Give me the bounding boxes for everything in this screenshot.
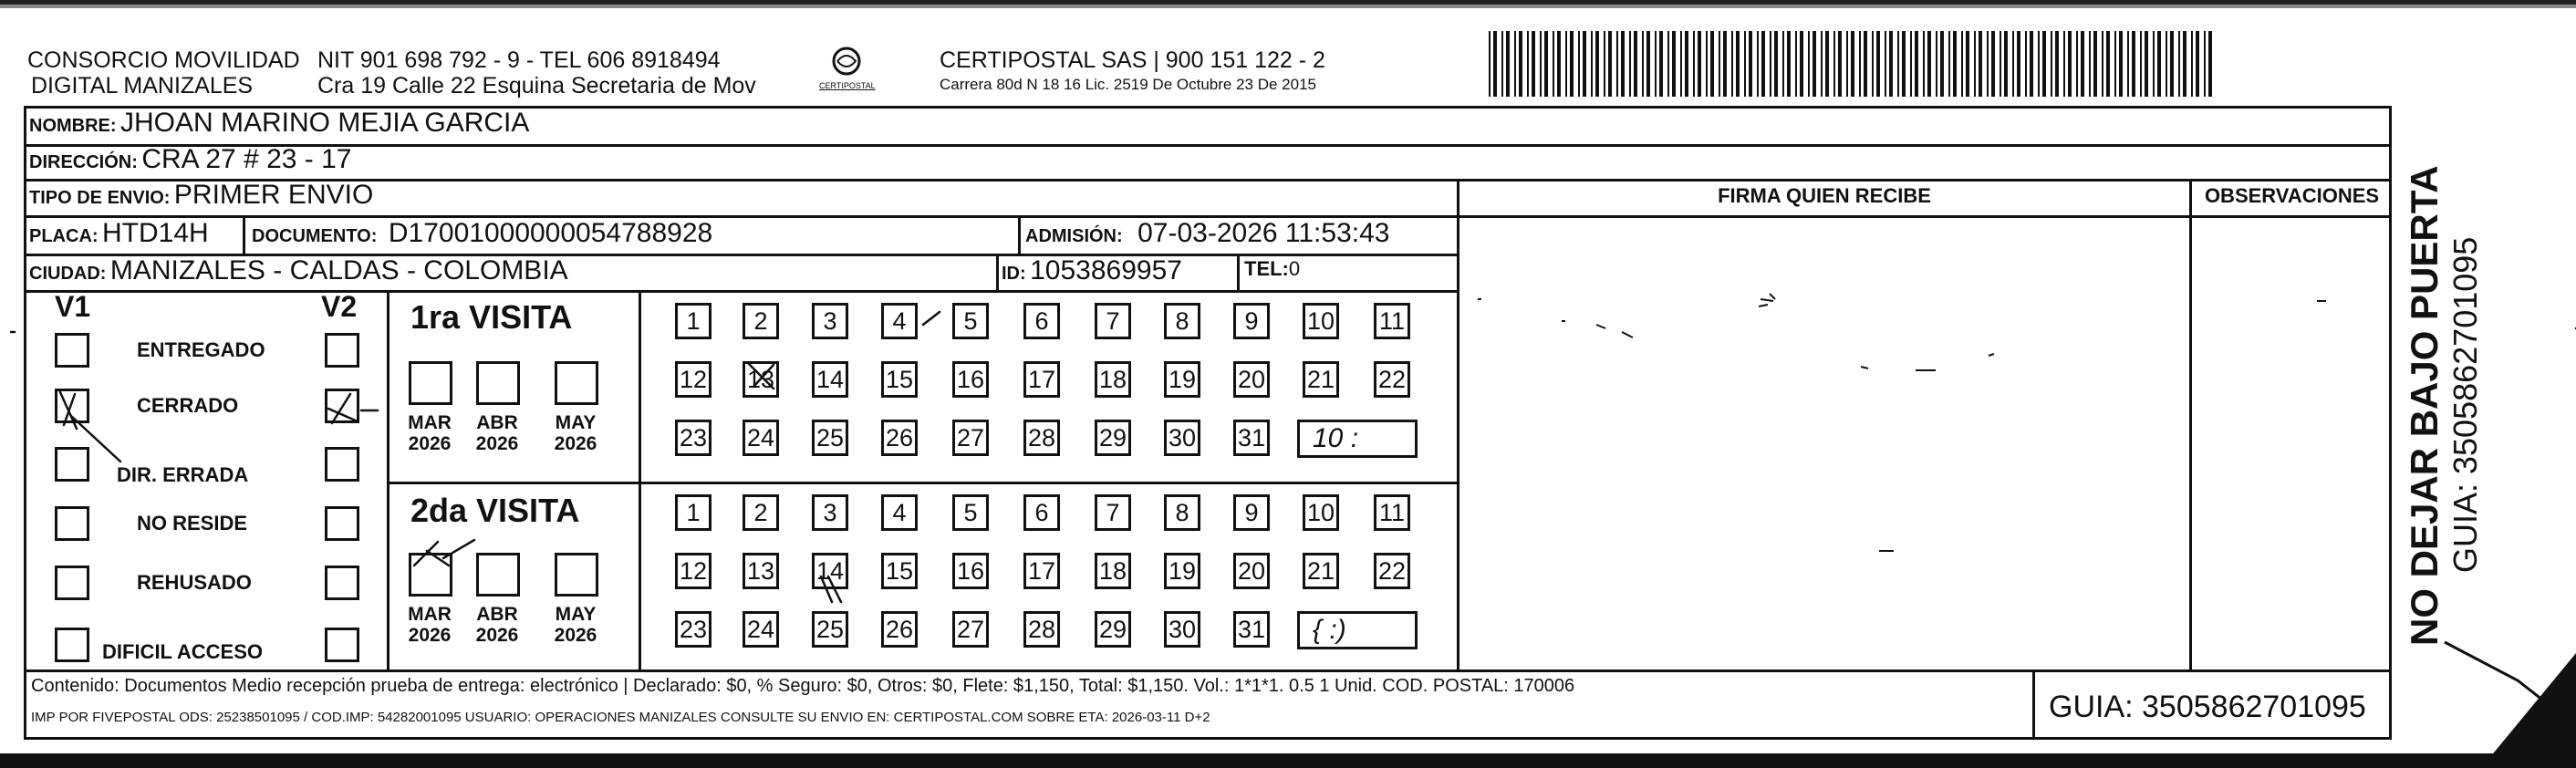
nit-line: NIT 901 698 792 - 9 - TEL 606 8918494 [317, 47, 721, 73]
stray-mark [923, 312, 940, 325]
day-box[interactable]: 16 [952, 553, 989, 589]
day-box[interactable]: 3 [812, 494, 848, 531]
company-line-2: DIGITAL MANIZALES [31, 73, 254, 99]
admision-value: 07-03-2026 11:53:43 [1137, 218, 1390, 248]
day-box[interactable]: 31 [1233, 611, 1270, 648]
v1-header: V1 [55, 290, 91, 323]
footer-guia: GUIA: 3505862701095 [2049, 690, 2366, 724]
day-box[interactable]: 13 [743, 361, 779, 398]
day-box[interactable]: 18 [1095, 361, 1131, 398]
day-box[interactable]: 7 [1095, 303, 1131, 339]
month-name: ABR [476, 604, 518, 625]
day-box[interactable]: 25 [812, 420, 848, 456]
corner-fold [2426, 617, 2576, 768]
no-dejar-bajo-puerta: NO DEJAR BAJO PUERTA [2403, 165, 2446, 646]
status-label: CERRADO [137, 394, 239, 417]
direccion-label: DIRECCIÓN: [29, 152, 138, 172]
day-box[interactable]: 30 [1164, 420, 1200, 456]
visit-1-title: 1ra VISITA [410, 298, 573, 336]
day-box[interactable]: 15 [881, 361, 918, 398]
day-14-mark [821, 576, 841, 602]
day-box[interactable]: 8 [1164, 303, 1200, 339]
month-name: MAR [408, 412, 452, 433]
month-name: MAY [555, 604, 597, 625]
day-box[interactable]: 29 [1095, 611, 1131, 648]
bottom-edge-band [0, 753, 2576, 768]
v2-header: V2 [321, 290, 358, 323]
license-line: Carrera 80d N 18 16 Lic. 2519 De Octubre 23 De 2015 [940, 76, 1316, 93]
month-name: ABR [476, 412, 518, 433]
month-year: 2026 [554, 625, 597, 646]
day-box[interactable]: 23 [675, 420, 712, 456]
day-box[interactable]: 22 [1374, 553, 1410, 589]
day-box[interactable]: 12 [675, 553, 712, 589]
day-box[interactable]: 7 [1095, 494, 1131, 531]
direccion-value: CRA 27 # 23 - 17 [141, 144, 352, 174]
day-box[interactable]: 6 [1023, 303, 1060, 339]
admision-label: ADMISIÓN: [1025, 226, 1123, 246]
day-box[interactable]: 23 [675, 611, 712, 648]
ciudad-value: MANIZALES - CALDAS - COLOMBIA [109, 255, 568, 285]
nombre-label: NOMBRE: [29, 116, 117, 136]
month-name: MAR [408, 604, 452, 625]
day-box[interactable]: 16 [952, 361, 989, 398]
day-box[interactable]: 9 [1233, 303, 1270, 339]
day-box[interactable]: 28 [1023, 420, 1060, 456]
documento-value: D17001000000054788928 [388, 218, 713, 248]
day-box[interactable]: 20 [1233, 553, 1270, 589]
day-box[interactable]: 5 [952, 494, 989, 531]
day-box[interactable]: 30 [1164, 611, 1200, 648]
day-box[interactable]: 27 [952, 420, 989, 456]
day-box[interactable]: 19 [1164, 361, 1200, 398]
day-box[interactable]: 14 [812, 553, 848, 589]
day-box[interactable]: 18 [1095, 553, 1131, 589]
placa-label: PLACA: [29, 226, 99, 246]
courier-line: CERTIPOSTAL SAS | 900 151 122 - 2 [940, 47, 1325, 73]
side-guia: GUIA: 3505862701095 [2446, 236, 2484, 573]
id-value: 1053869957 [1030, 255, 1182, 285]
day-box[interactable]: 5 [952, 303, 989, 339]
ciudad-label: CIUDAD: [29, 264, 107, 284]
month-year: 2026 [554, 433, 597, 454]
month-name: MAY [555, 412, 597, 433]
day-box[interactable]: 9 [1233, 494, 1270, 531]
day-box[interactable]: 29 [1095, 420, 1131, 456]
day-box[interactable]: 21 [1303, 553, 1339, 589]
company-line-1: CONSORCIO MOVILIDAD [27, 47, 300, 73]
day-box[interactable]: 4 [881, 494, 918, 531]
day-box[interactable]: 4 [881, 303, 918, 339]
day-box[interactable]: 25 [812, 611, 848, 648]
nombre-value: JHOAN MARINO MEJIA GARCIA [120, 108, 530, 138]
status-label: DIFICIL ACCESO [102, 640, 264, 663]
day-box[interactable]: 21 [1303, 361, 1339, 398]
day-box[interactable]: 28 [1023, 611, 1060, 648]
cerrado-v1-mark [60, 392, 120, 462]
tel-value: 0 [1288, 257, 1301, 280]
status-label: NO RESIDE [137, 512, 248, 534]
day-box[interactable]: 17 [1023, 361, 1060, 398]
firma-header: FIRMA QUIEN RECIBE [1718, 184, 1931, 207]
day-box[interactable]: 3 [812, 303, 848, 339]
footer-guia-divider [2032, 669, 2035, 740]
address-line: Cra 19 Calle 22 Esquina Secretaria de Mov [317, 73, 756, 99]
documento-label: DOCUMENTO: [252, 226, 378, 246]
status-label: REHUSADO [137, 571, 252, 594]
month-year: 2026 [475, 433, 519, 454]
observaciones-header: OBSERVACIONES [2204, 184, 2380, 207]
visit-2-title: 2da VISITA [410, 492, 580, 529]
time-box[interactable]: 10 : [1297, 420, 1418, 458]
status-label: DIR. ERRADA [117, 463, 249, 486]
placa-value: HTD14H [102, 218, 209, 248]
day-box[interactable]: 24 [743, 611, 779, 648]
day-box[interactable]: 11 [1374, 494, 1410, 531]
footer-imp: IMP POR FIVEPOSTAL ODS: 25238501095 / COD.IMP: 54282001095 USUARIO: OPERACIONES MANIZALES CONSULTE SU ENVIO EN: CERTIPOSTAL.COM SOBRE ETA: 2026-03-11 D+2 [31, 710, 1210, 725]
day-13-mark [748, 363, 774, 389]
day-box[interactable]: 19 [1164, 553, 1200, 589]
day-box[interactable]: 11 [1374, 303, 1410, 339]
day-box[interactable]: 26 [881, 611, 918, 648]
tipo-label: TIPO DE ENVIO: [29, 188, 171, 208]
month-year: 2026 [475, 625, 519, 646]
day-box[interactable]: 26 [881, 420, 918, 456]
day-box[interactable]: 27 [952, 611, 989, 648]
day-box[interactable]: 6 [1023, 494, 1060, 531]
day-box[interactable]: 1 [675, 303, 712, 339]
day-box[interactable]: 2 [743, 303, 779, 339]
day-box[interactable]: 15 [881, 553, 918, 589]
tel-label: TEL: [1244, 257, 1289, 280]
id-label: ID: [1002, 264, 1026, 284]
month-year: 2026 [408, 625, 452, 646]
day-box[interactable]: 22 [1374, 361, 1410, 398]
day-box[interactable]: 31 [1233, 420, 1270, 456]
day-box[interactable]: 14 [812, 361, 848, 398]
day-box[interactable]: 13 [743, 553, 779, 589]
logo-caption: CERTIPOSTAL [819, 81, 876, 90]
day-box[interactable]: 24 [743, 420, 779, 456]
footer-contenido: Contenido: Documentos Medio recepción prueba de entrega: electrónico | Declarado: $0, % Seguro: $0, Otros: $0, Flete: $1,150, Total: $1,150. Vol.: 1*1*1. 0.5 1 Unid. COD. POSTAL: 170006 [31, 676, 1575, 696]
day-box[interactable]: 2 [743, 494, 779, 531]
day-box[interactable]: 20 [1233, 361, 1270, 398]
cerrado-v2-mark [328, 394, 378, 423]
time-box[interactable]: { :) [1297, 611, 1418, 649]
status-label: ENTREGADO [137, 338, 265, 361]
month-year: 2026 [408, 433, 452, 454]
tipo-value: PRIMER ENVIO [173, 180, 374, 210]
day-box[interactable]: 12 [675, 361, 712, 398]
day-box[interactable]: 10 [1303, 303, 1339, 339]
day-box[interactable]: 1 [675, 494, 712, 531]
day-box[interactable]: 10 [1303, 494, 1339, 531]
day-box[interactable]: 8 [1164, 494, 1200, 531]
visit-2-month-mark [414, 540, 474, 566]
day-box[interactable]: 17 [1023, 553, 1060, 589]
